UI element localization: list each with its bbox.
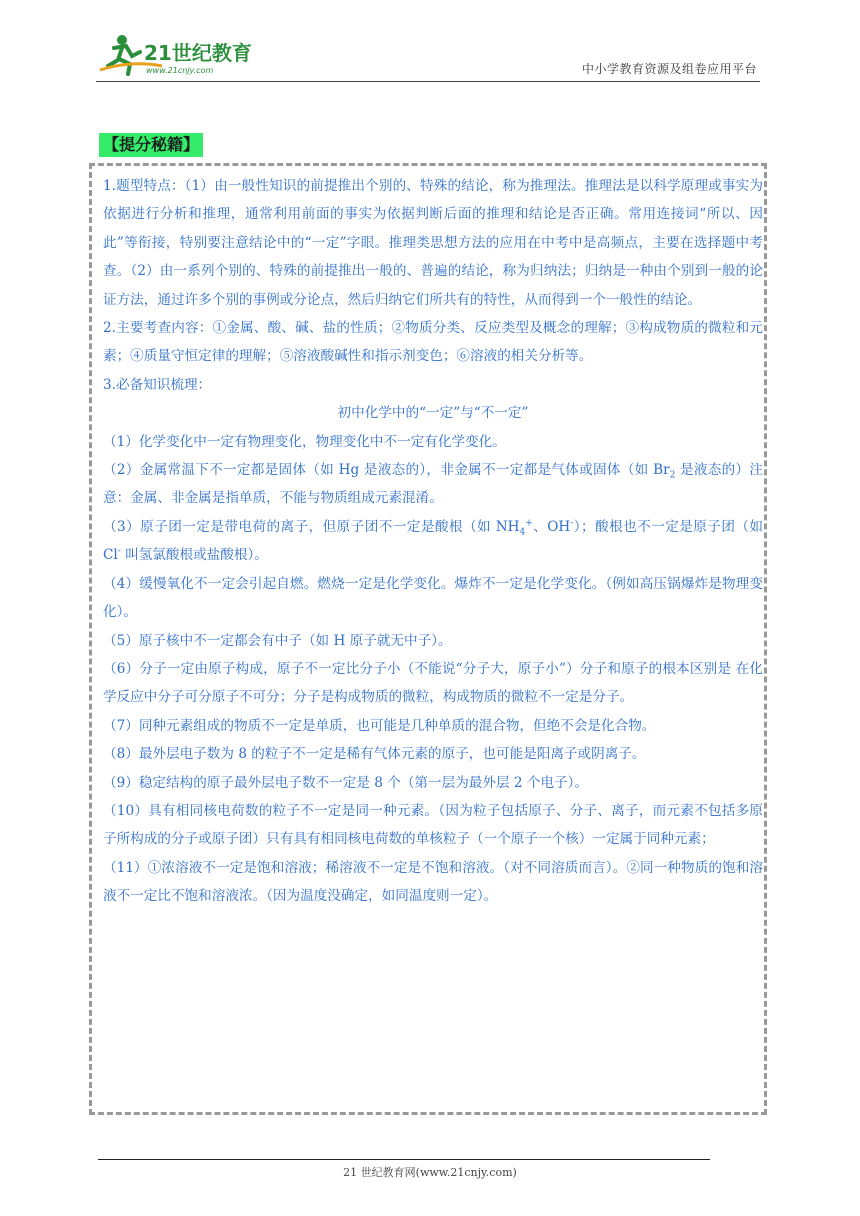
- logo-text: 21世纪教育: [144, 41, 252, 65]
- header-divider: [96, 81, 760, 82]
- list-item-2: （2）金属常温下不一定都是固体（如 Hg 是液态的），非金属不一定都是气体或固体（如 $Br_2$ 是液态的）注意：金属、非金属是指单质，不能与物质组成元素混淆。: [103, 462, 763, 507]
- logo-url: www.21cnjy.com: [146, 66, 214, 75]
- paragraph-main-topics: 2.主要考查内容：①金属、酸、碱、盐的性质；②物质分类、反应类型及概念的理解；③构成物质的微粒和元素；④质量守恒定律的理解；⑤溶液酸碱性和指示剂变色；⑥溶液的相关分析等。: [103, 320, 763, 365]
- list-item-4: （4）缓慢氧化不一定会引起自燃。燃烧一定是化学变化。爆炸不一定是化学变化。（例如高压锅爆炸是物理变化）。: [103, 575, 763, 621]
- paragraph-knowledge-heading: 3.必备知识梳理：: [103, 376, 212, 393]
- list-item-10: （10）具有相同核电荷数的粒子不一定是同一种元素。（因为粒子包括原子、分子、离子，而元素不包括多原子所构成的分子或原子团）只有具有相同核电荷数的单核粒子（一个原子一个核）一定属于同种元素；: [103, 802, 763, 848]
- knowledge-subtitle: 初中化学中的“一定”与“不一定”: [337, 405, 529, 422]
- page-header: [0, 0, 860, 90]
- list-item-1: （1）化学变化中一定有物理变化，物理变化中不一定有化学变化。: [103, 433, 506, 450]
- list-item-8: （8）最外层电子数为 8 的粒子不一定是稀有气体元素的原子，也可能是阳离子或阴离子。: [103, 746, 646, 763]
- footer-divider: [98, 1159, 710, 1160]
- platform-name: 中小学教育资源及组卷应用平台: [581, 62, 757, 76]
- section-tag: 【提分秘籍】: [99, 133, 203, 157]
- paragraph-question-features: 1.题型特点：（1）由一般性知识的前提推出个别的、特殊的结论，称为推理法。推理法是以科学原理或事实为依据进行分析和推理，通常利用前面的事实为依据判断后面的推理和结论是否正确。常用连接词“所以、因此”等衔接，特别要注意结论中的“一定”字眼。推理类思想方法的应用在中考中是高频点，主要在选择题中考查。（2）由一系列个别的、特殊的前提推出一般的、普遍的结论，称为归纳法；归纳是一种由个别到一般的论证方法，通过许多个别的事例或分论点，然后归纳它们所共有的特性，从而得到一个一般性的结论。: [103, 178, 763, 308]
- list-item-3: （3）原子团一定是带电荷的离子，但原子团不一定是酸根（如 $NH_4^+$、OH-）；酸根也不一定是原子团（如 Cl- 叫氢氯酸根或盐酸根）。: [103, 518, 764, 564]
- list-item-6: （6）分子一定由原子构成，原子不一定比分子小（不能说“分子大，原子小”）分子和原子的根本区别是 在化学反应中分子可分原子不可分；分子是构成物质的微粒，构成物质的微粒不一定是分子。: [103, 660, 763, 706]
- list-item-5: （5）原子核中不一定都会有中子（如 H 原子就无中子）。: [103, 632, 452, 649]
- list-item-9: （9）稳定结构的原子最外层电子数不一定是 8 个（第一层为最外层 2 个电子）。: [103, 774, 589, 791]
- list-item-7: （7）同种元素组成的物质不一定是单质，也可能是几种单质的混合物，但绝不会是化合物。: [103, 717, 656, 734]
- tips-content: [103, 172, 763, 911]
- list-item-11: （11）①浓溶液不一定是饱和溶液；稀溶液不一定是不饱和溶液。（对不同溶质而言）。②同一种物质的饱和溶液不一定比不饱和溶液浓。（因为温度没确定，如同温度则一定）。: [103, 859, 763, 905]
- logo-21cnjy: [92, 30, 272, 80]
- page-footer: 21 世纪教育网(www.21cnjy.com): [343, 1166, 517, 1179]
